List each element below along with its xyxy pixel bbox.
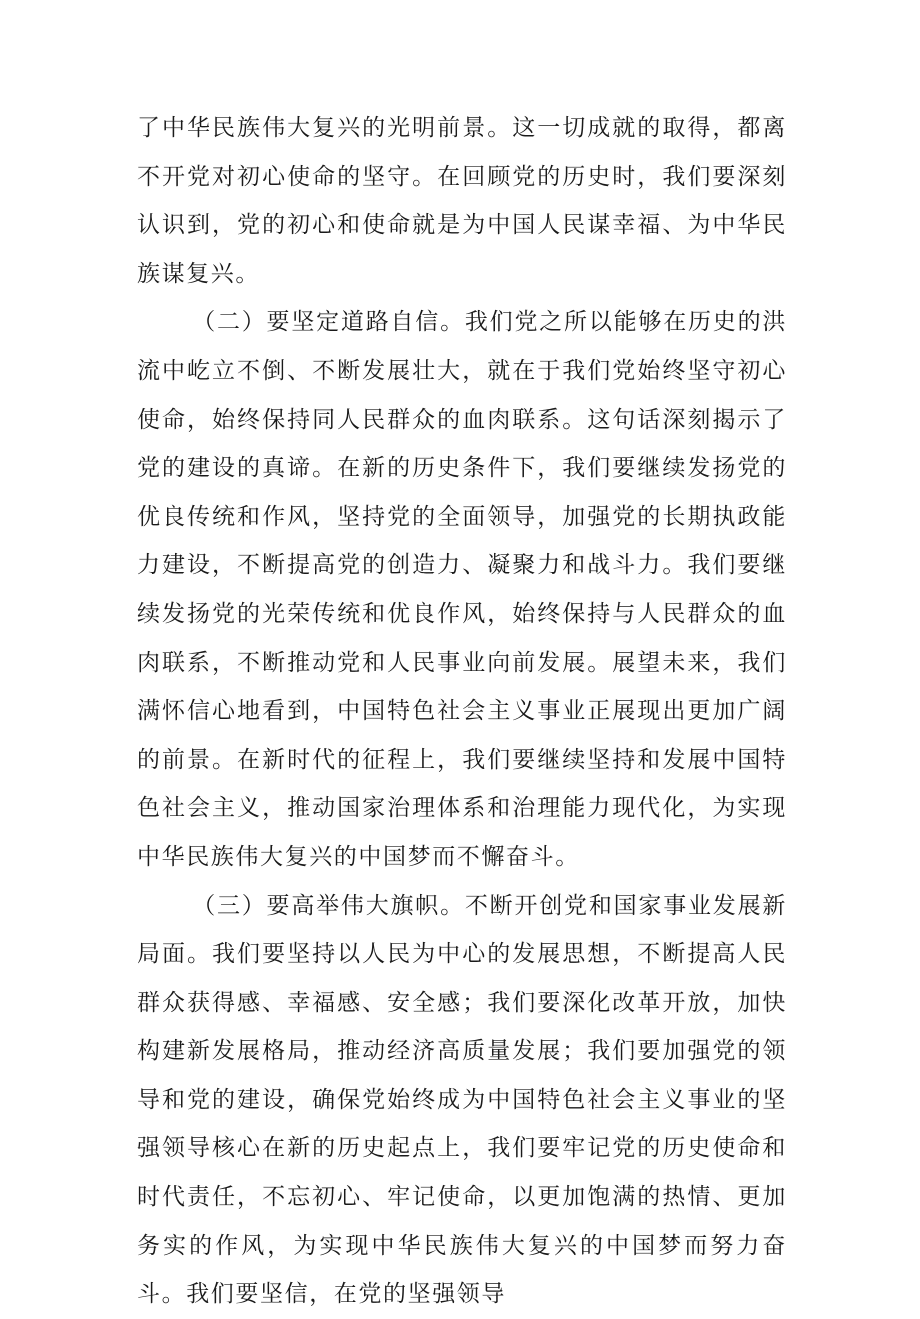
paragraph-section-two: （二）要坚定道路自信。我们党之所以能够在历史的洪流中屹立不倒、不断发展壮大，就在于我们党始终坚守初心使命，始终保持同人民群众的血肉联系。这句话深刻揭示了党的建设的真谛。在新的历史条件下，我们要继续发扬党的优良传统和作风，坚持党的全面领导，加强党的长期执政能力建设，不断提高党的创造力、凝聚力和战斗力。我们要继续发扬党的光荣传统和优良作风，始终保持与人民群众的血肉联系，不断推动党和人民事业向前发展。展望未来，我们满怀信心地看到，中国特色社会主义事业正展现出更加广阔的前景。在新时代的征程上，我们要继续坚持和发展中国特色社会主义，推动国家治理体系和治理能力现代化，为实现中华民族伟大复兴的中国梦而不懈奋斗。 — [137, 309, 787, 870]
paragraph-section-three: （三）要高举伟大旗帜。不断开创党和国家事业发展新局面。我们要坚持以人民为中心的发展思想，不断提高人民群众获得感、幸福感、安全感；我们要深化改革开放，加快构建新发展格局，推动经济高质量发展；我们要加强党的领导和党的建设，确保党始终成为中国特色社会主义事业的坚强领导核心在新的历史起点上，我们要牢记党的历史使命和时代责任，不忘初心、牢记使命，以更加饱满的热情、更加务实的作风，为实现中华民族伟大复兴的中国梦而努力奋斗。我们要坚信，在党的坚强领导 — [137, 892, 787, 1308]
paragraph-continuation: 了中华民族伟大复兴的光明前景。这一切成就的取得，都离不开党对初心使命的坚守。在回顾党的历史时，我们要深刻认识到，党的初心和使命就是为中国人民谋幸福、为中华民族谋复兴。 — [137, 115, 787, 287]
body-text — [137, 104, 787, 1319]
